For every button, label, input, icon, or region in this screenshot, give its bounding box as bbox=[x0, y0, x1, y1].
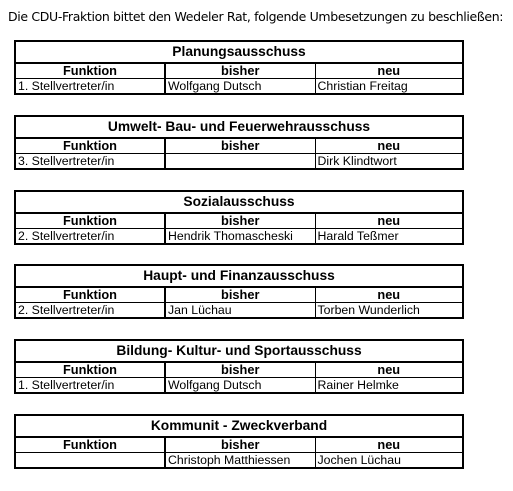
table-title: Haupt- und Finanzausschuss bbox=[15, 265, 463, 287]
committee-table-haupt bbox=[14, 264, 462, 320]
table-title: Sozialausschuss bbox=[15, 191, 463, 213]
header-funktion: Funktion bbox=[15, 63, 165, 79]
header-funktion: Funktion bbox=[15, 287, 165, 303]
cell-neu: Jochen Lüchau bbox=[315, 453, 463, 469]
cell-bisher: Christoph Matthiessen bbox=[165, 453, 315, 469]
cell-funktion: 3. Stellvertreter/in bbox=[15, 154, 165, 170]
table-title: Umwelt- Bau- und Feuerwehrausschuss bbox=[15, 116, 463, 138]
cell-neu: Torben Wunderlich bbox=[315, 303, 463, 319]
header-neu: neu bbox=[315, 362, 463, 378]
table-title: Planungsausschuss bbox=[15, 41, 463, 63]
cell-neu: Harald Teßmer bbox=[315, 229, 463, 245]
cell-funktion: 1. Stellvertreter/in bbox=[15, 378, 165, 394]
header-bisher: bisher bbox=[165, 138, 315, 154]
cell-funktion bbox=[15, 453, 165, 469]
header-neu: neu bbox=[315, 213, 463, 229]
header-bisher: bisher bbox=[165, 437, 315, 453]
header-bisher: bisher bbox=[165, 287, 315, 303]
committee-table-umwelt bbox=[14, 115, 462, 171]
cell-bisher: Wolfgang Dutsch bbox=[165, 79, 315, 95]
header-bisher: bisher bbox=[165, 362, 315, 378]
header-bisher: bisher bbox=[165, 213, 315, 229]
cell-neu: Dirk Klindtwort bbox=[315, 154, 463, 170]
cell-neu: Christian Freitag bbox=[315, 79, 463, 95]
header-neu: neu bbox=[315, 287, 463, 303]
cell-bisher bbox=[165, 154, 315, 170]
header-neu: neu bbox=[315, 63, 463, 79]
committee-table-planung bbox=[14, 40, 462, 96]
intro-text: Die CDU-Fraktion bittet den Wedeler Rat, folgende Umbesetzungen zu beschließen: bbox=[8, 9, 504, 24]
header-neu: neu bbox=[315, 437, 463, 453]
committee-table-zweckverband bbox=[14, 414, 462, 470]
table-title: Kommunit - Zweckverband bbox=[15, 415, 463, 437]
header-bisher: bisher bbox=[165, 63, 315, 79]
cell-funktion: 2. Stellvertreter/in bbox=[15, 229, 165, 245]
cell-neu: Rainer Helmke bbox=[315, 378, 463, 394]
header-funktion: Funktion bbox=[15, 213, 165, 229]
table-title: Bildung- Kultur- und Sportausschuss bbox=[15, 340, 463, 362]
committee-table-sozial bbox=[14, 190, 462, 246]
header-funktion: Funktion bbox=[15, 437, 165, 453]
header-neu: neu bbox=[315, 138, 463, 154]
committee-table-bildung bbox=[14, 339, 462, 395]
header-funktion: Funktion bbox=[15, 362, 165, 378]
cell-bisher: Jan Lüchau bbox=[165, 303, 315, 319]
cell-bisher: Hendrik Thomascheski bbox=[165, 229, 315, 245]
cell-funktion: 2. Stellvertreter/in bbox=[15, 303, 165, 319]
header-funktion: Funktion bbox=[15, 138, 165, 154]
cell-funktion: 1. Stellvertreter/in bbox=[15, 79, 165, 95]
cell-bisher: Wolfgang Dutsch bbox=[165, 378, 315, 394]
